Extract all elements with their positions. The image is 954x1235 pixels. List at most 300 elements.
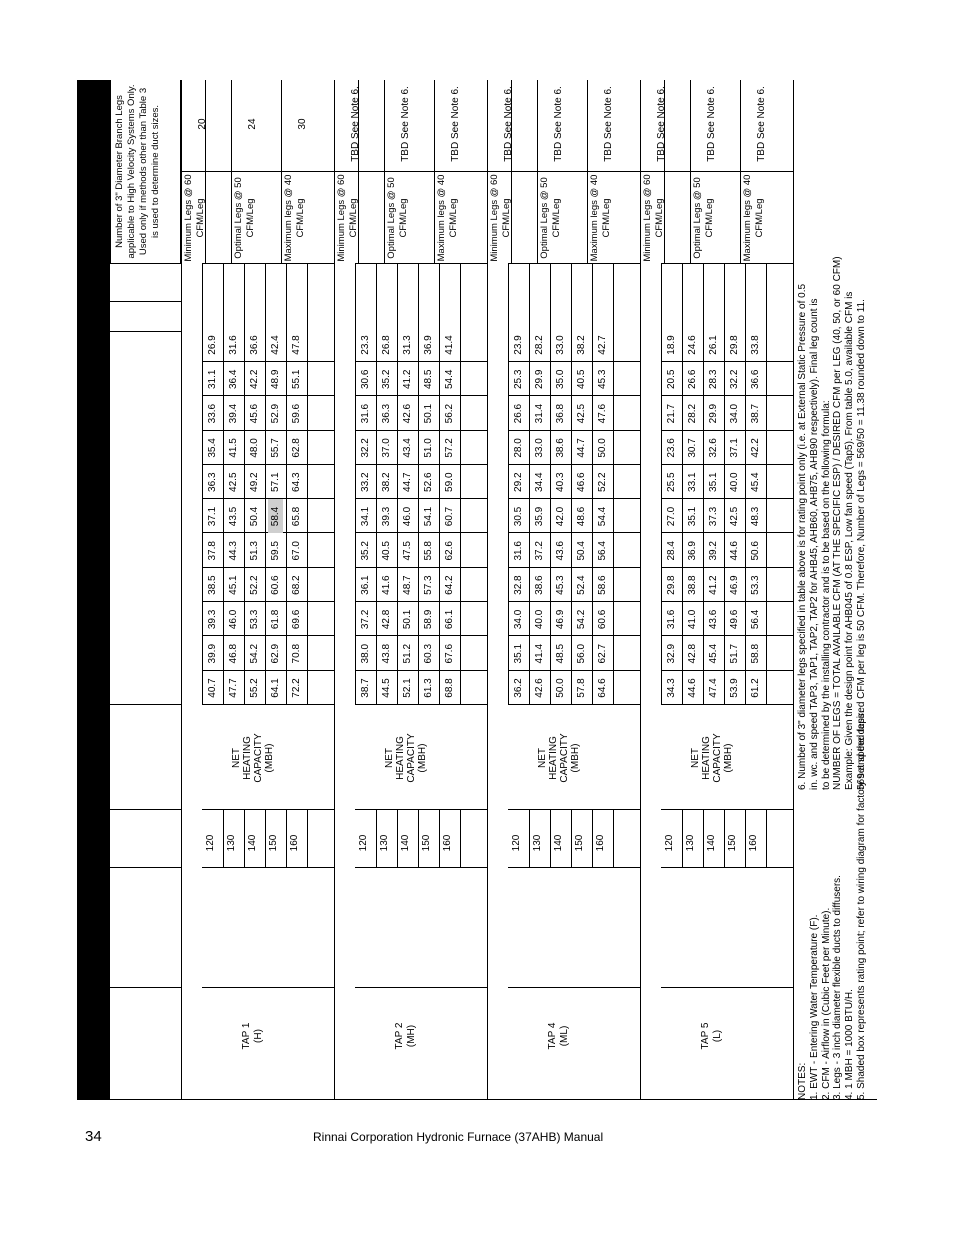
ewt-value: 150 (574, 834, 585, 852)
capacity-cell: 34.3 (666, 678, 677, 698)
capacity-cell: 46.8 (228, 643, 239, 664)
ewt-value: 150 (727, 834, 738, 852)
capacity-cell: 36.3 (207, 472, 218, 492)
net-capacity-label (537, 723, 581, 793)
capacity-cell: 28.0 (513, 438, 524, 458)
row-rule (550, 264, 551, 705)
capacity-cell: 29.9 (534, 369, 545, 390)
capacity-cell: 40.0 (729, 472, 740, 492)
capacity-cell: 35.1 (513, 643, 524, 664)
band-subrule (661, 264, 662, 705)
capacity-cell: 53.3 (750, 575, 761, 595)
row-rule (439, 810, 440, 868)
capacity-cell: 70.8 (291, 643, 302, 664)
capacity-cell: 48.9 (270, 369, 281, 390)
legs-column-head: Optimal Legs @ 50 CFM/Leg (233, 177, 256, 259)
row-rule (724, 264, 725, 705)
tap-label-line: TAP 1 (241, 1022, 252, 1050)
tap-label (547, 976, 571, 1096)
capacity-cell: 51.7 (729, 643, 740, 664)
capacity-cell: 40.7 (207, 678, 218, 698)
net-capacity-line: HEATING (242, 736, 253, 780)
capacity-cell: 54.2 (576, 609, 587, 630)
capacity-cell: 27.0 (666, 506, 677, 527)
capacity-cell: 40.5 (381, 541, 392, 561)
capacity-cell: 33.8 (750, 335, 761, 355)
capacity-cell: 46.9 (729, 575, 740, 595)
tap-label-line: (ML) (559, 1025, 570, 1047)
legs-slot-rule (740, 80, 741, 264)
legs-value: TBD See Note 6. (450, 86, 461, 162)
capacity-cell: 44.5 (381, 678, 392, 698)
capacity-cell: 30.6 (360, 369, 371, 390)
capacity-cell: 48.5 (423, 369, 434, 390)
capacity-cell: 31.6 (666, 609, 677, 630)
note-line: 3. Legs - 3 inch diameter flexible ducts to diffusers. (832, 875, 844, 1100)
capacity-cell: 38.6 (534, 575, 545, 595)
capacity-cell: 57.2 (444, 438, 455, 458)
rotated-table-page (77, 80, 877, 1100)
capacity-cell: 42.5 (729, 506, 740, 527)
capacity-cell: 28.2 (534, 335, 545, 355)
capacity-cell: 38.5 (207, 575, 218, 595)
row-rule (724, 810, 725, 868)
capacity-cell: 41.4 (534, 643, 545, 664)
row-rule (265, 810, 266, 868)
header-divider (110, 704, 181, 705)
legs-column-head: Minimum Legs @ 60 CFM/Leg (642, 174, 665, 262)
capacity-cell: 36.6 (249, 335, 260, 355)
header-divider (110, 867, 181, 868)
capacity-cell: 50.4 (576, 541, 587, 561)
ewt-value: 120 (205, 834, 216, 852)
row-rule (745, 810, 746, 868)
capacity-cell: 39.9 (207, 643, 218, 664)
capacity-cell: 35.2 (360, 541, 371, 561)
capacity-cell: 46.9 (555, 609, 566, 630)
capacity-cell: 45.4 (708, 643, 719, 664)
capacity-cell: 23.3 (360, 335, 371, 355)
legs-header: Number of 3" Diameter Branch Legs applicable to High Velocity Systems Only. Used only if methods other than Table 3 is used to determine duct sizes. (110, 80, 181, 264)
net-capacity-line: CAPACITY (406, 733, 417, 783)
capacity-cell: 64.6 (597, 678, 608, 698)
capacity-cell: 54.2 (249, 643, 260, 664)
row-rule (307, 810, 308, 868)
capacity-cell: 28.4 (666, 541, 677, 561)
note-line: NOTES: (797, 1062, 808, 1100)
ewt-value: 140 (247, 834, 258, 852)
capacity-cell: 60.6 (270, 575, 281, 595)
capacity-cell: 41.4 (444, 335, 455, 355)
capacity-cell: 35.1 (687, 506, 698, 527)
row-rule (613, 810, 614, 868)
capacity-cell: 28.3 (708, 369, 719, 390)
capacity-cell: 54.1 (423, 506, 434, 527)
capacity-cell: 26.9 (207, 335, 218, 355)
capacity-cell: 37.1 (729, 438, 740, 458)
capacity-cell: 51.3 (249, 541, 260, 561)
page-number: 34 (85, 1128, 102, 1145)
capacity-cell: 30.5 (513, 506, 524, 527)
legs-column-head: Minimum Legs @ 60 CFM/Leg (336, 174, 359, 262)
capacity-cell: 42.2 (750, 438, 761, 458)
capacity-cell: 45.3 (555, 575, 566, 595)
capacity-cell: 66.1 (444, 609, 455, 630)
capacity-cell: 53.3 (249, 609, 260, 630)
net-capacity-line: NET (384, 748, 395, 768)
capacity-cell: 56.4 (750, 609, 761, 630)
capacity-cell: 44.6 (729, 541, 740, 561)
row-rule (397, 264, 398, 705)
capacity-cell: 53.9 (729, 678, 740, 698)
capacity-cell: 35.9 (534, 506, 545, 527)
row-rule (460, 264, 461, 705)
band-column-rule (508, 263, 640, 264)
legs-slot-rule (384, 80, 385, 264)
capacity-cell: 37.0 (381, 438, 392, 458)
legs-slot-rule (281, 80, 282, 264)
net-capacity-line: (MBH) (723, 743, 734, 773)
ewt-value: 130 (379, 834, 390, 852)
capacity-cell: 23.9 (513, 335, 524, 355)
capacity-cell: 38.7 (750, 403, 761, 424)
legs-value: TBD See Note 6. (553, 86, 564, 162)
capacity-cell: 36.9 (687, 541, 698, 561)
band-column-rule (661, 809, 793, 810)
capacity-cell: 44.7 (402, 472, 413, 492)
capacity-cell: 34.4 (534, 472, 545, 492)
band-column-rule (661, 263, 793, 264)
capacity-cell: 48.5 (555, 643, 566, 664)
row-rule (529, 810, 530, 868)
capacity-cell: 44.6 (687, 678, 698, 698)
legs-column-head: Optimal Legs @ 50 CFM/Leg (539, 177, 562, 259)
band-column-rule (202, 867, 334, 868)
capacity-cell: 46.0 (402, 506, 413, 527)
band-rule (793, 80, 794, 1100)
ewt-value: 140 (706, 834, 717, 852)
row-rule (244, 810, 245, 868)
capacity-cell: 57.3 (423, 575, 434, 595)
row-rule (223, 264, 224, 705)
capacity-cell: 26.8 (381, 335, 392, 355)
capacity-cell: 36.8 (555, 403, 566, 424)
row-rule (244, 264, 245, 705)
legs-value: TBD See Note 6. (603, 86, 614, 162)
row-rule (745, 264, 746, 705)
row-rule (397, 810, 398, 868)
capacity-cell: 55.8 (423, 541, 434, 561)
capacity-cell: 50.0 (555, 678, 566, 698)
header-divider (110, 263, 181, 264)
capacity-cell: 36.3 (381, 403, 392, 424)
capacity-cell: 56.0 (576, 643, 587, 664)
capacity-cell: 48.6 (576, 506, 587, 527)
capacity-cell: 52.2 (597, 472, 608, 492)
capacity-cell: 42.4 (270, 335, 281, 355)
capacity-cell: 49.2 (249, 472, 260, 492)
note-line: Example: Given the design point for AHB045 of 0.8 ESP, Low fan speed (Tap5). From table 5.0, available CFM is (844, 291, 856, 790)
ewt-value: 140 (400, 834, 411, 852)
legs-value: TBD See Note 6. (756, 86, 767, 162)
band-column-rule (202, 987, 334, 988)
capacity-cell: 58.6 (597, 575, 608, 595)
tap-label-line: (H) (253, 1029, 264, 1043)
capacity-cell: 51.2 (402, 643, 413, 664)
band-column-rule (508, 867, 640, 868)
capacity-cell: 21.7 (666, 403, 677, 424)
tap-label-line: TAP 2 (394, 1022, 405, 1050)
capacity-cell: 43.6 (708, 609, 719, 630)
capacity-cell: 25.3 (513, 369, 524, 390)
legs-column-head: Maximum legs @ 40 CFM/Leg (436, 174, 459, 262)
row-rule (460, 810, 461, 868)
ewt-value: 130 (685, 834, 696, 852)
ewt-value: 140 (553, 834, 564, 852)
capacity-cell: 62.9 (270, 643, 281, 664)
header-divider (110, 987, 181, 988)
band-subrule (508, 264, 509, 705)
tap-label (700, 976, 724, 1096)
net-capacity-line: HEATING (395, 736, 406, 780)
capacity-cell: 31.4 (534, 403, 545, 424)
capacity-cell: 34.0 (729, 403, 740, 424)
capacity-cell: 45.6 (249, 403, 260, 424)
capacity-cell: 64.3 (291, 472, 302, 492)
row-rule (766, 264, 767, 705)
capacity-cell: 60.6 (597, 609, 608, 630)
capacity-cell: 42.5 (228, 472, 239, 492)
capacity-cell: 42.6 (402, 403, 413, 424)
capacity-cell: 52.6 (423, 472, 434, 492)
row-rule (439, 264, 440, 705)
capacity-cell: 30.7 (687, 438, 698, 458)
capacity-cell: 37.1 (207, 506, 218, 527)
capacity-cell: 61.8 (270, 609, 281, 630)
band-subrule (355, 264, 356, 705)
capacity-cell: 35.4 (207, 438, 218, 458)
capacity-cell: 59.6 (291, 403, 302, 424)
capacity-cell: 37.2 (360, 609, 371, 630)
capacity-cell: 51.0 (423, 438, 434, 458)
net-capacity-line: NET (537, 748, 548, 768)
capacity-cell: 37.3 (708, 506, 719, 527)
capacity-cell: 42.8 (687, 643, 698, 664)
net-capacity-line: (MBH) (264, 743, 275, 773)
legs-value: TBD See Note 6. (656, 86, 667, 162)
capacity-cell: 32.9 (666, 643, 677, 664)
band-rule (487, 80, 488, 1100)
row-rule (376, 264, 377, 705)
capacity-cell: 31.6 (360, 403, 371, 424)
capacity-cell: 38.8 (687, 575, 698, 595)
capacity-cell: 68.2 (291, 575, 302, 595)
capacity-cell: 50.1 (402, 609, 413, 630)
capacity-cell: 29.2 (513, 472, 524, 492)
capacity-cell: 42.6 (534, 678, 545, 698)
tap-label-line: (MH) (406, 1024, 417, 1048)
note-line: 6. Number of 3" diameter legs specified in table above is for rating point only (i.e. at External Static Pressure of 0.5 (797, 283, 808, 790)
legs-column-head: Maximum legs @ 40 CFM/Leg (589, 174, 612, 262)
capacity-cell: 43.5 (228, 506, 239, 527)
row-rule (550, 810, 551, 868)
legs-column-head: Minimum Legs @ 60 CFM/Leg (183, 174, 206, 262)
note-line: 569 and the desired CFM per leg is 50 CFM. Therefore, Number of Legs = 569/50 = 11.38 rounded down to 11. (855, 299, 867, 790)
row-rule (682, 810, 683, 868)
capacity-cell: 34.0 (513, 609, 524, 630)
net-capacity-line: NET (690, 748, 701, 768)
ewt-value: 120 (664, 834, 675, 852)
capacity-cell: 34.1 (360, 506, 371, 527)
capacity-cell: 35.2 (381, 369, 392, 390)
legs-value: 30 (297, 118, 308, 130)
capacity-cell: 54.4 (444, 369, 455, 390)
note-line: 2. CFM - Airflow in (Cubic Feet per Minute). (820, 907, 832, 1100)
ewt-value: 150 (268, 834, 279, 852)
row-rule (529, 264, 530, 705)
ewt-value: 130 (532, 834, 543, 852)
band-column-rule (355, 263, 487, 264)
capacity-cell: 40.5 (576, 369, 587, 390)
legs-slot-rule (537, 80, 538, 264)
band-column-rule (508, 809, 640, 810)
capacity-cell: 50.0 (597, 438, 608, 458)
capacity-cell: 59.0 (444, 472, 455, 492)
capacity-cell: 45.1 (228, 575, 239, 595)
capacity-cell: 58.4 (268, 500, 283, 534)
row-rule (703, 810, 704, 868)
capacity-cell: 35.0 (555, 369, 566, 390)
legs-inner-divider (110, 331, 181, 332)
capacity-cell: 42.8 (381, 609, 392, 630)
net-capacity-line: NET (231, 748, 242, 768)
capacity-cell: 47.8 (291, 335, 302, 355)
capacity-cell: 61.3 (423, 678, 434, 698)
capacity-cell: 33.1 (687, 472, 698, 492)
capacity-cell: 32.2 (360, 438, 371, 458)
capacity-cell: 38.6 (555, 438, 566, 458)
capacity-cell: 36.6 (750, 369, 761, 390)
band-column-rule (508, 987, 640, 988)
capacity-cell: 65.8 (291, 506, 302, 527)
capacity-cell: 26.6 (687, 369, 698, 390)
legs-column-head: Optimal Legs @ 50 CFM/Leg (692, 177, 715, 259)
band-column-rule (202, 809, 334, 810)
band-column-rule (661, 867, 793, 868)
header-divider (110, 809, 181, 810)
capacity-cell: 31.1 (207, 369, 218, 390)
capacity-cell: 59.5 (270, 541, 281, 561)
capacity-cell: 39.3 (381, 506, 392, 527)
capacity-cell: 48.3 (750, 506, 761, 527)
capacity-cell: 45.3 (597, 369, 608, 390)
capacity-cell: 25.5 (666, 472, 677, 492)
capacity-cell: 48.7 (402, 575, 413, 595)
capacity-cell: 41.2 (708, 575, 719, 595)
tap-label (241, 976, 265, 1096)
ewt-value: 120 (358, 834, 369, 852)
ewt-value: 160 (289, 834, 300, 852)
net-capacity-line: (MBH) (570, 743, 581, 773)
net-capacity-line: HEATING (548, 736, 559, 780)
legs-value: TBD See Note 6. (400, 86, 411, 162)
capacity-cell: 20.5 (666, 369, 677, 390)
capacity-cell: 36.1 (360, 575, 371, 595)
capacity-cell: 33.0 (534, 438, 545, 458)
capacity-cell: 18.9 (666, 335, 677, 355)
capacity-cell: 62.6 (444, 541, 455, 561)
tap-label (394, 976, 418, 1096)
ewt-value: 160 (595, 834, 606, 852)
capacity-cell: 33.2 (360, 472, 371, 492)
capacity-cell: 69.6 (291, 609, 302, 630)
capacity-cell: 38.2 (381, 472, 392, 492)
tap-label-line: (L) (712, 1029, 723, 1043)
note-line: NUMBER OF LEGS = TOTAL AVAILABLE CFM (AT THE SPECIFIC ESP) / DESIRED CFM per LEG (40, 50, or 60 CFM) (832, 256, 844, 790)
row-rule (766, 810, 767, 868)
capacity-cell: 24.6 (687, 335, 698, 355)
net-capacity-label (384, 723, 428, 793)
row-rule (682, 264, 683, 705)
capacity-cell: 40.0 (534, 609, 545, 630)
capacity-cell: 46.0 (228, 609, 239, 630)
capacity-cell: 29.9 (708, 403, 719, 424)
legs-inner-divider (110, 301, 181, 302)
capacity-cell: 43.6 (555, 541, 566, 561)
net-capacity-line: (MBH) (417, 743, 428, 773)
capacity-cell: 33.6 (207, 403, 218, 424)
row-rule (418, 810, 419, 868)
row-rule (223, 810, 224, 868)
capacity-cell: 38.7 (360, 678, 371, 698)
capacity-cell: 72.2 (291, 678, 302, 698)
capacity-cell: 31.6 (228, 335, 239, 355)
band-column-rule (355, 987, 487, 988)
capacity-cell: 29.8 (729, 335, 740, 355)
capacity-cell: 33.0 (555, 335, 566, 355)
capacity-cell: 67.0 (291, 541, 302, 561)
capacity-cell: 58.9 (423, 609, 434, 630)
capacity-cell: 62.8 (291, 438, 302, 458)
net-capacity-label (690, 723, 734, 793)
notes-column (797, 256, 868, 790)
note-line: 1. EWT - Entering Water Temperature (F). (808, 914, 820, 1100)
capacity-cell: 46.6 (576, 472, 587, 492)
capacity-cell: 68.8 (444, 678, 455, 698)
row-rule (286, 810, 287, 868)
net-capacity-line: HEATING (701, 736, 712, 780)
ewt-value: 150 (421, 834, 432, 852)
capacity-cell: 52.2 (249, 575, 260, 595)
ewt-value: 160 (748, 834, 759, 852)
capacity-cell: 36.4 (228, 369, 239, 390)
row-rule (286, 264, 287, 705)
capacity-cell: 44.7 (576, 438, 587, 458)
capacity-cell: 37.2 (534, 541, 545, 561)
capacity-cell: 57.1 (270, 472, 281, 492)
table-left-rule (110, 1099, 877, 1100)
capacity-cell: 47.7 (228, 678, 239, 698)
capacity-cell: 42.5 (576, 403, 587, 424)
capacity-cell: 50.1 (423, 403, 434, 424)
capacity-cell: 48.0 (249, 438, 260, 458)
band-subrule (202, 264, 203, 705)
capacity-cell: 49.6 (729, 609, 740, 630)
row-rule (418, 264, 419, 705)
capacity-cell: 43.8 (381, 643, 392, 664)
capacity-cell: 26.6 (513, 403, 524, 424)
capacity-cell: 32.8 (513, 575, 524, 595)
